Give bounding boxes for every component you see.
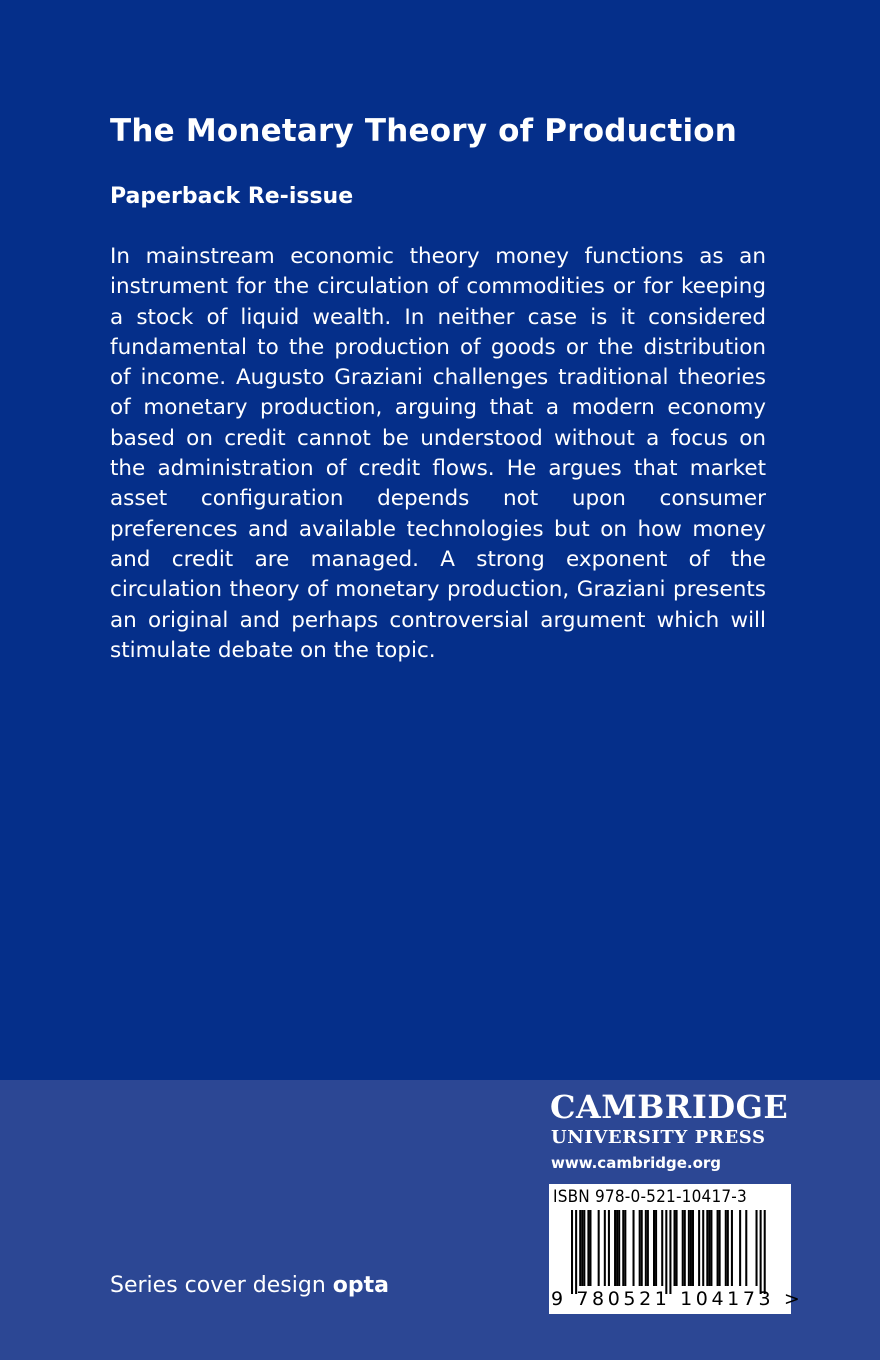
barcode-bar — [618, 1210, 620, 1286]
publisher-logo-name: CAMBRIDGE — [550, 1088, 789, 1126]
isbn-text: ISBN 978-0-521-10417-3 — [553, 1187, 747, 1207]
barcode-bar — [583, 1210, 585, 1286]
barcode-bar — [760, 1210, 762, 1294]
barcode-bar — [756, 1210, 758, 1286]
barcode-bar — [717, 1210, 719, 1286]
barcode-bar — [710, 1210, 712, 1286]
barcode-bar — [745, 1210, 747, 1286]
cover-design-credit — [110, 1273, 389, 1298]
barcode-bar — [725, 1210, 727, 1286]
barcode-bar — [604, 1210, 606, 1286]
barcode-bar — [587, 1210, 589, 1286]
barcode-bar — [641, 1210, 643, 1286]
barcode-bar — [589, 1210, 591, 1286]
barcode-bar — [739, 1210, 741, 1286]
barcode-bar — [706, 1210, 708, 1286]
barcode-bar — [682, 1210, 684, 1286]
barcode-label — [549, 1184, 804, 1314]
barcode-bar — [575, 1210, 577, 1294]
barcode-bar — [581, 1210, 583, 1286]
barcode-bar — [633, 1210, 635, 1286]
barcode-bar — [692, 1210, 694, 1286]
barcode-bar — [622, 1210, 624, 1286]
barcode-bar — [708, 1210, 710, 1286]
barcode-bar — [608, 1210, 610, 1286]
barcode-bar — [690, 1210, 692, 1286]
barcode-bar — [614, 1210, 616, 1286]
barcode-bar — [731, 1210, 733, 1286]
designer-name: opta — [332, 1273, 390, 1298]
barcode-bar — [647, 1210, 649, 1286]
barcode-bar — [719, 1210, 721, 1286]
barcode-bar — [702, 1210, 704, 1286]
barcode-bar — [684, 1210, 686, 1286]
credit-prefix: Series cover design — [110, 1273, 333, 1298]
book-title: The Monetary Theory of Production — [110, 113, 738, 149]
barcode-bar — [727, 1210, 729, 1286]
barcode-bar — [579, 1210, 581, 1286]
barcode-bar — [665, 1210, 667, 1294]
barcode-bar — [616, 1210, 618, 1286]
barcode-bar — [645, 1210, 647, 1286]
ean-digits: 9 780521 104173 > — [551, 1288, 804, 1310]
barcode-bar — [571, 1210, 573, 1294]
barcode-bar — [655, 1210, 657, 1286]
barcode-bar — [764, 1210, 766, 1294]
barcode-bar — [669, 1210, 671, 1294]
barcode-bar — [688, 1210, 690, 1286]
publisher-logo-subname: UNIVERSITY PRESS — [551, 1127, 766, 1148]
barcode-bar — [698, 1210, 700, 1286]
publisher-url: www.cambridge.org — [551, 1154, 722, 1172]
barcode-bar — [676, 1210, 678, 1286]
barcode-bar — [639, 1210, 641, 1286]
barcode-bar — [653, 1210, 655, 1286]
edition-label: Paperback Re-issue — [110, 184, 354, 209]
barcode-bar — [598, 1210, 600, 1286]
barcode-bar — [674, 1210, 676, 1286]
barcode-bar — [624, 1210, 626, 1286]
book-description: In mainstream economic theory money functions as an instrument for the circulation of commodities or for keeping a stock of liquid wealth. In neither case is it considered fundamental to the production of goods or the distribution of income. Augusto Graziani challenges traditional theories of monetary production, arguing that a modern economy based on credit cannot be understood without a focus on the administration of credit flows. He argues that market asset configuration depends not upon consumer preferences and available technologies but on how money and credit are managed. A strong exponent of the circulation theory of monetary production, Graziani presents an original and perhaps controversial argument which will stimulate debate on the topic. — [110, 244, 766, 663]
barcode-bar — [661, 1210, 663, 1286]
